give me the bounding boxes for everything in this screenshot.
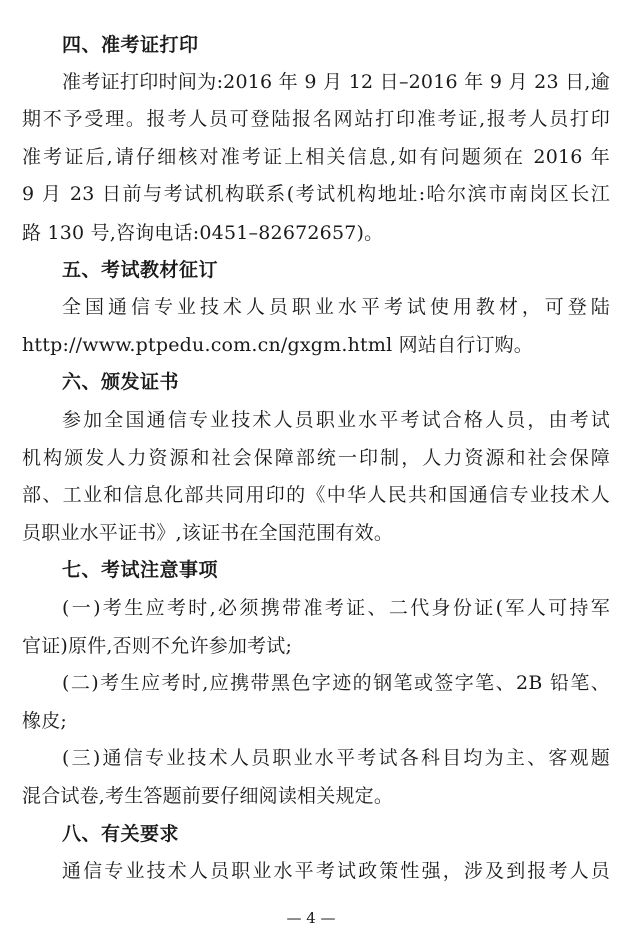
paragraph-line: 官证)原件,否则不允许参加考试;: [22, 635, 293, 657]
paragraph-line: 期不予受理。报考人员可登陆报名网站打印准考证,报考人员打印: [22, 108, 610, 130]
paragraph-line: 混合试卷,考生答题前要仔细阅读相关规定。: [22, 785, 394, 807]
paragraph-line: http://www.ptpedu.com.cn/gxgm.html 网站自行订购。: [22, 334, 534, 356]
section-heading-textbooks: 五、考试教材征订: [62, 259, 219, 281]
paragraph-line: 9 月 23 日前与考试机构联系(考试机构地址:哈尔滨市南岗区长江: [22, 183, 610, 205]
paragraph-line: 准考证打印时间为:2016 年 9 月 12 日–2016 年 9 月 23 日,逾: [62, 71, 610, 93]
paragraph-line: (二)考生应考时,应携带黑色字迹的钢笔或签字笔、2B 铅笔、: [62, 672, 610, 694]
section-heading-exam-notes: 七、考试注意事项: [62, 559, 219, 581]
paragraph-line: 准考证后,请仔细核对准考证上相关信息,如有问题须在 2016 年: [22, 146, 610, 168]
paragraph-line: 通信专业技术人员职业水平考试政策性强，涉及到报考人员: [62, 860, 610, 882]
paragraph-line: 全国通信专业技术人员职业水平考试使用教材，可登陆: [62, 296, 610, 318]
paragraph-line: (三)通信专业技术人员职业水平考试各科目均为主、客观题: [62, 747, 610, 769]
paragraph-line: 路 130 号,咨询电话:0451–82672657)。: [22, 222, 384, 244]
section-heading-requirements: 八、有关要求: [62, 823, 180, 845]
section-heading-admission-ticket: 四、准考证打印: [62, 34, 199, 56]
paragraph-line: 机构颁发人力资源和社会保障部统一印制，人力资源和社会保障: [22, 447, 610, 469]
section-heading-certificate: 六、颁发证书: [62, 371, 180, 393]
paragraph-line: 参加全国通信专业技术人员职业水平考试合格人员，由考试: [62, 409, 610, 431]
paragraph-line: 员职业水平证书》,该证书在全国范围有效。: [22, 522, 394, 544]
page-number: — 4 —: [286, 909, 336, 927]
paragraph-line: (一)考生应考时,必须携带准考证、二代身份证(军人可持军: [62, 597, 610, 619]
paragraph-line: 部、工业和信息化部共同用印的《中华人民共和国通信专业技术人: [22, 484, 610, 506]
paragraph-line: 橡皮;: [22, 710, 68, 732]
